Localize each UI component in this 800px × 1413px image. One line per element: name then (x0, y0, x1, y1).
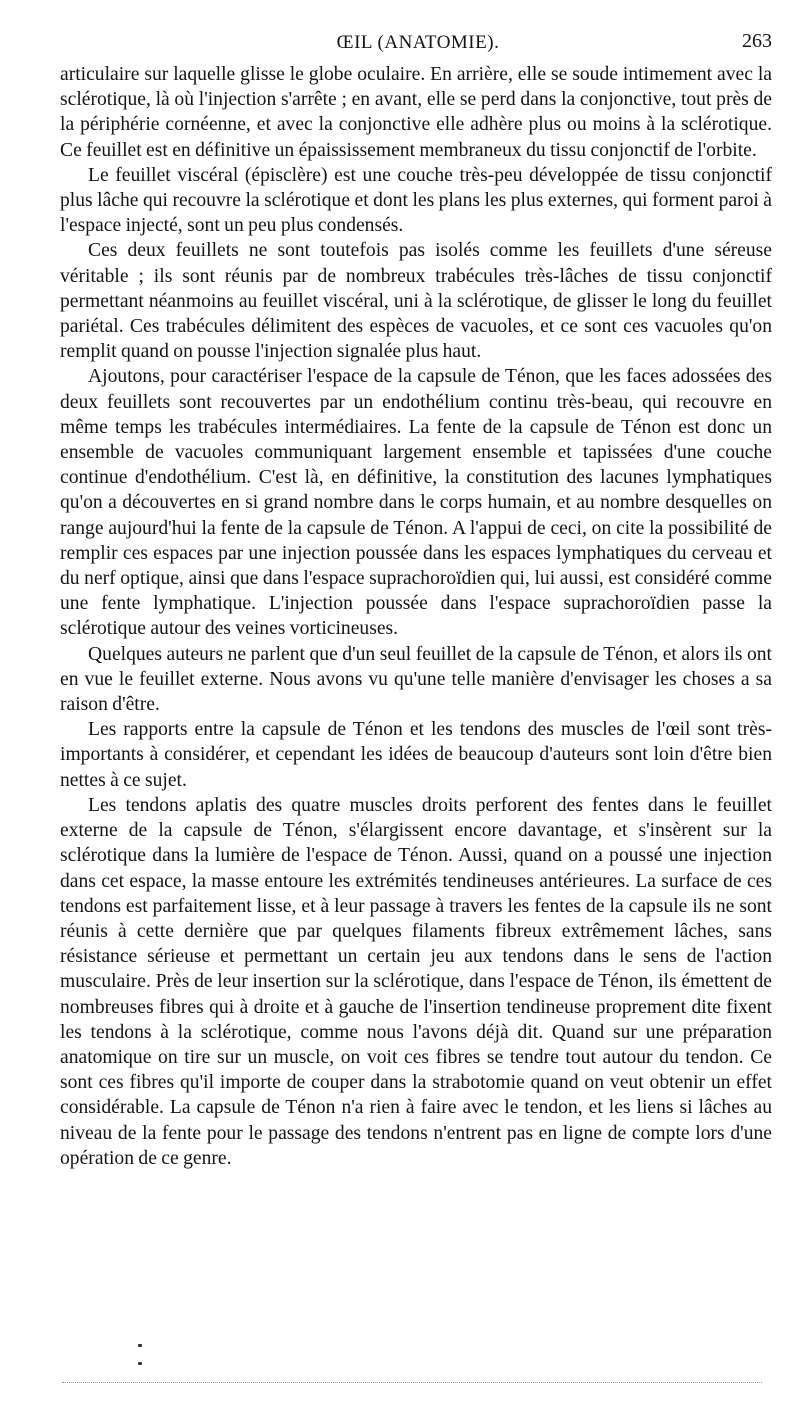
paragraph-ajoutons: Ajoutons, pour caractériser l'espace de la capsule de Ténon, que les faces adossées des deux feuillets sont recouvertes par un endothélium continu très-beau, qui recouvre en même temps les trabécules intermédiaires. La fente de la capsule de Ténon est donc un ensemble de vacuoles communiquant largement ensemble et tapissées d'une couche continue d'endothélium. C'est là, en définitive, la constitution des lacunes lymphatiques qu'on a découvertes en si grand nombre dans le corps humain, et au nombre desquelles on range aujourd'hui la fente de la capsule de Ténon. A l'appui de ceci, on cite la possibilité de remplir ces espaces par une injection poussée dans les espaces lymphatiques du cerveau et du nerf optique, ainsi que dans l'espace suprachoroïdien qui, lui aussi, est considéré comme une fente lymphatique. L'injection poussée dans l'espace suprachoroïdien passe la sclérotique autour des veines vorticineuses. (60, 366, 772, 640)
footer-rule (62, 1382, 762, 1383)
paragraph-feuillet-visceral: Le feuillet viscéral (épisclère) est une couche très-peu développée de tissu conjonctif plus lâche qui recouvre la sclérotique et dont les plans les plus externes, qui forment paroi à l'espace injecté, sont un peu plus condensés. (60, 164, 772, 237)
paragraph-rapports: Les rapports entre la capsule de Ténon et les tendons des muscles de l'œil sont très-importants à considérer, et cependant les idées de beaucoup d'auteurs sont loin d'être bien nettes à ce sujet. (60, 719, 772, 791)
paragraph-deux-feuillets: Ces deux feuillets ne sont toutefois pas isolés comme les feuillets d'une séreuse véritable ; ils sont réunis par de nombreux trabécules très-lâches de tissu conjonctif permettant néanmoins au feuillet viscéral, uni à la sclérotique, de glisser le long du feuillet pariétal. Ces trabécules délimitent des espèces de vacuoles, et ce sont ces vacuoles qu'on remplit quand on pousse l'injection signalée plus haut. (60, 240, 772, 363)
print-speck (138, 1334, 154, 1338)
page-header (62, 26, 774, 62)
paragraph-quelques-auteurs: Quelques auteurs ne parlent que d'un seul feuillet de la capsule de Ténon, et alors ils ont en vue le feuillet externe. Nous avons vu qu'une telle manière d'envisager les choses a sa raison d'être. (60, 643, 772, 716)
page-number: 263 (742, 30, 772, 52)
body-text (60, 62, 772, 1171)
running-head: ŒIL (ANATOMIE). (336, 32, 500, 53)
paragraph-tendons-aplatis: Les tendons aplatis des quatre muscles droits perforent des fentes dans le feuillet externe de la capsule de Ténon, s'élargissent encore davantage, et s'insèrent sur la sclérotique dans la lumière de l'espace de Ténon. Aussi, quand on a poussé une injection dans cet espace, la masse entoure les extrémités tendineuses antérieures. La surface de ces tendons est parfaitement lisse, et à leur passage à travers les fentes de la capsule ils ne sont réunis à cette dernière que par quelques filaments fibreux extrêmement lâches, sans résistance sérieuse et permettant un certain jeu aux tendons dans le sens de l'action musculaire. Près de leur insertion sur la sclérotique, dans l'espace de Ténon, ils émettent de nombreuses fibres qui à droite et à gauche de l'insertion tendineuse proprement dite fixent les tendons à la sclérotique, comme nous l'avons déjà dit. Quand sur une préparation anatomique on tire sur un muscle, on voit ces fibres se tendre tout autour du tendon. Ce sont ces fibres qu'il importe de couper dans la strabotomie quand on veut obtenir un effet considérable. La capsule de Ténon n'a rien à faire avec le tendon, et les liens si lâches au niveau de la fente pour le passage des tendons n'entrent pas en ligne de compte lors d'une opération de ce genre. (60, 794, 772, 1169)
paragraph-continuation: articulaire sur laquelle glisse le globe oculaire. En arrière, elle se soude intimement avec la sclérotique, là où l'injection s'arrête ; en avant, elle se perd dans la conjonctive, tout près de la périphérie cornéenne, et avec la conjonctive elle adhère plus ou moins à la sclérotique. Ce feuillet est en définitive un épaississement membraneux du tissu conjonctif de l'orbite. (60, 64, 772, 161)
